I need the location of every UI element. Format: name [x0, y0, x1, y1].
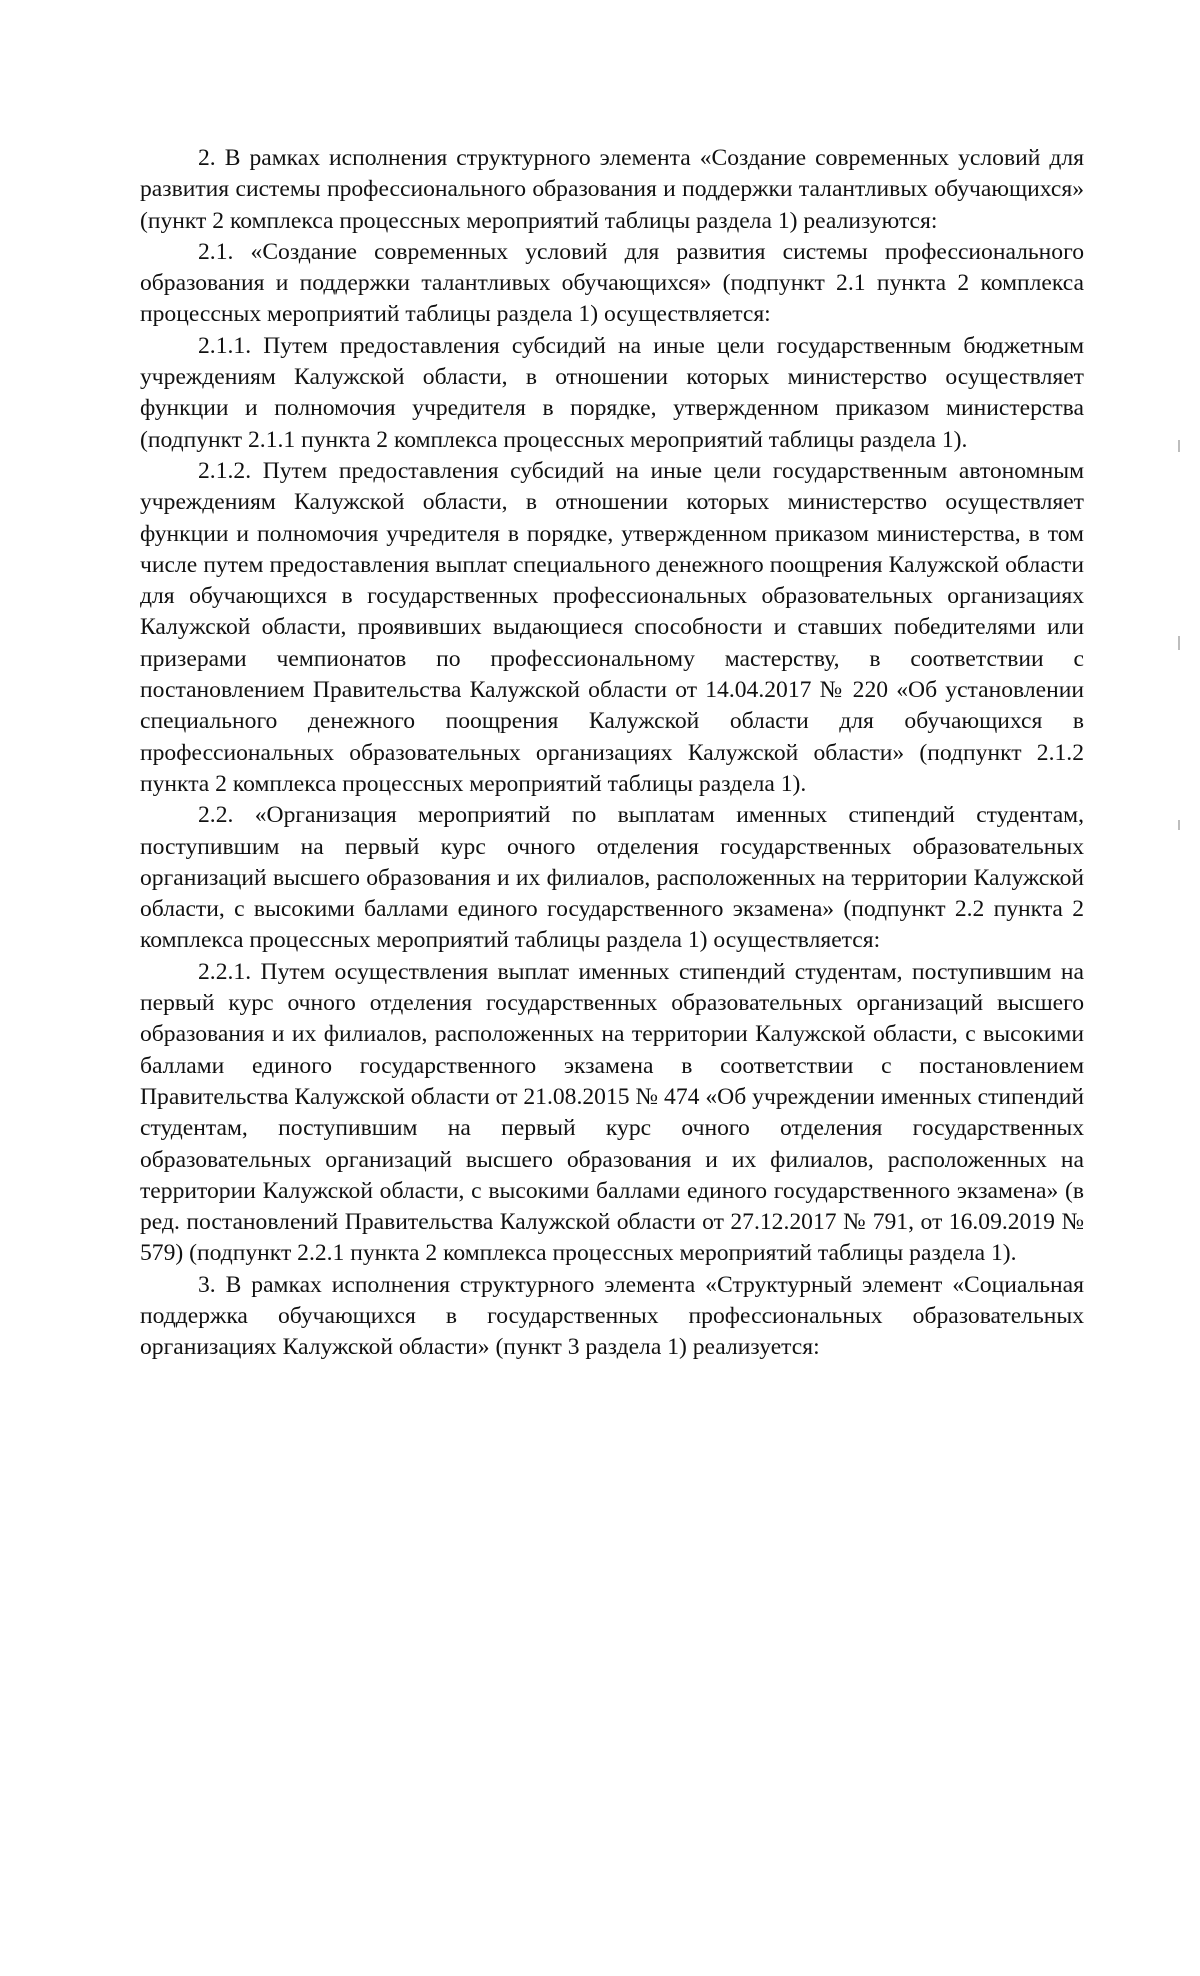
paragraph-2-2-1: 2.2.1. Путем осуществления выплат именных стипендий студентам, поступившим на первый курс очного отделения государственных образовательных организаций высшего образования и их филиалов, расположенных на территории Калужской области, с высокими баллами единого государственного экзамена в соответствии с постановлением Правительства Калужской области от 21.08.2015 № 474 «Об учреждении именных стипендий студентам, поступившим на первый курс очного отделения государственных образовательных организаций высшего образования и их филиалов, расположенных на территории Калужской области, с высокими баллами единого государственного экзамена» (в ред. постановлений Правительства Калужской области от 27.12.2017 № 791, от 16.09.2019 № 579) (подпункт 2.2.1 пункта 2 комплекса процессных мероприятий таблицы раздела 1). — [140, 958, 1084, 1267]
document-body — [140, 143, 1084, 1364]
scan-speck — [1178, 820, 1180, 830]
paragraph-2-1-2: 2.1.2. Путем предоставления субсидий на иные цели государственным автономным учреждениям Калужской области, в отношении которых министерство осуществляет функции и полномочия учредителя в порядке, утвержденном приказом министерства, в том числе путем предоставления выплат специального денежного поощрения Калужской области для обучающихся в государственных профессиональных образовательных организациях Калужской области, проявивших выдающиеся способности и ставших победителями или призерами чемпионатов по профессиональному мастерству, в соответствии с постановлением Правительства Калужской области от 14.04.2017 № 220 «Об установлении специального денежного поощрения Калужской области для обучающихся в профессиональных образовательных организациях Калужской области» (подпункт 2.1.2 пункта 2 комплекса процессных мероприятий таблицы раздела 1). — [140, 457, 1084, 797]
paragraph-2-2: 2.2. «Организация мероприятий по выплатам именных стипендий студентам, поступившим на первый курс очного отделения государственных образовательных организаций высшего образования и их филиалов, расположенных на территории Калужской области, с высокими баллами единого государственного экзамена» (подпункт 2.2 пункта 2 комплекса процессных мероприятий таблицы раздела 1) осуществляется: — [140, 802, 1084, 954]
paragraph-2: 2. В рамках исполнения структурного элемента «Создание современных условий для развития системы профессионального образования и поддержки талантливых обучающихся» (пункт 2 комплекса процессных мероприятий таблицы раздела 1) реализуются: — [140, 145, 1084, 234]
paragraph-2-1-1: 2.1.1. Путем предоставления субсидий на иные цели государственным бюджетным учреждениям Калужской области, в отношении которых министерство осуществляет функции и полномочия учредителя в порядке, утвержденном приказом министерства (подпункт 2.1.1 пункта 2 комплекса процессных мероприятий таблицы раздела 1). — [140, 332, 1084, 453]
paragraph-3: 3. В рамках исполнения структурного элемента «Структурный элемент «Социальная поддержка обучающихся в государственных профессиональных образовательных организациях Калужской области» (пункт 3 раздела 1) реализуется: — [140, 1271, 1084, 1361]
scan-speck — [1178, 636, 1180, 650]
paragraph-2-1: 2.1. «Создание современных условий для развития системы профессионального образования и поддержки талантливых обучающихся» (подпункт 2.1 пункта 2 комплекса процессных мероприятий таблицы раздела 1) осуществляется: — [140, 238, 1084, 328]
scan-speck — [1178, 440, 1180, 452]
